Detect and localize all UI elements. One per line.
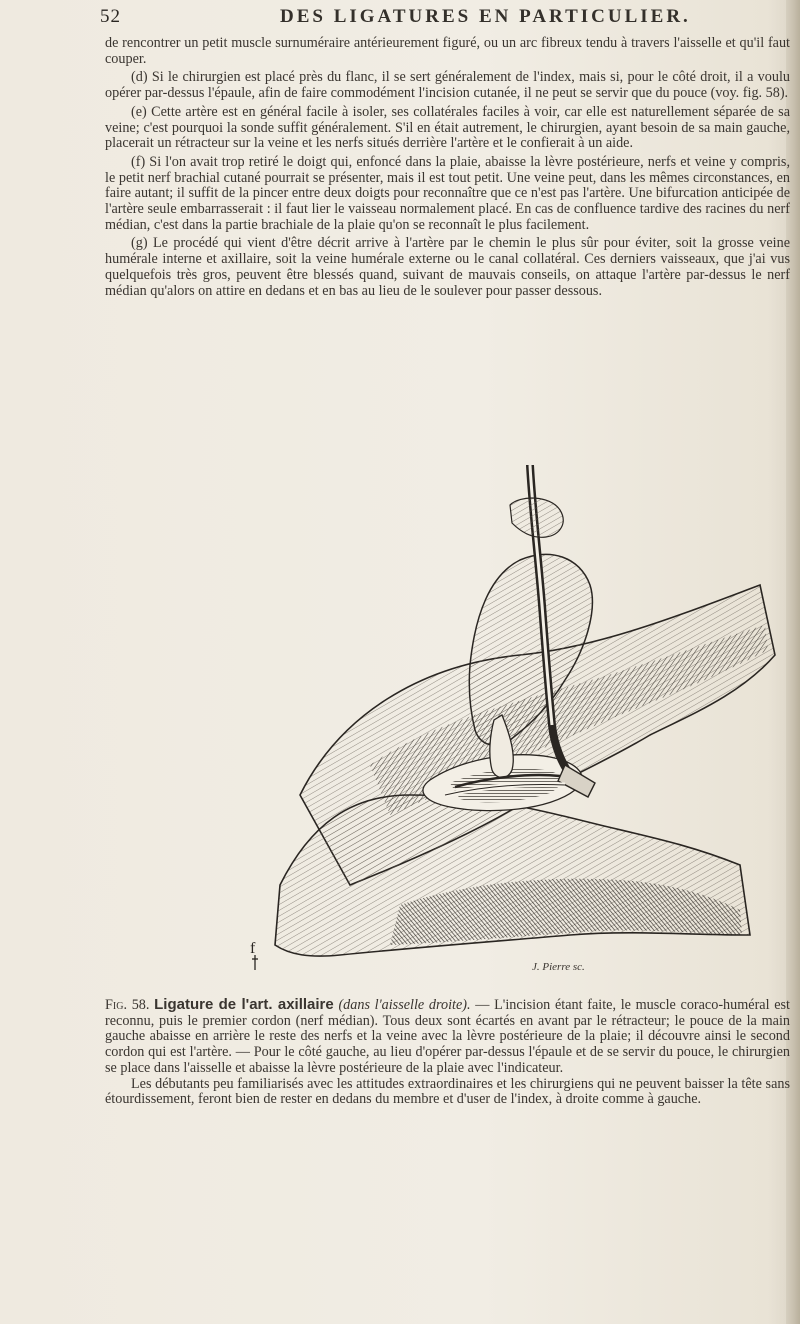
- assistant-fingers: [510, 498, 563, 537]
- figure-subtitle: (dans l'aisselle droite).: [338, 997, 471, 1013]
- caption-note: Les débutants peu familiarisés avec les attitudes extraordinaires et les chirurgiens qui ne peuvent baisser la tête sans étourdissement, feront bien de rester en dedans du membre et d'user de l'index, à droite comme à gauche.: [105, 1075, 790, 1108]
- page-header: [100, 4, 780, 34]
- engraver-signature: J. Pierre sc.: [532, 961, 585, 973]
- figure-caption: [105, 997, 790, 1108]
- body-text: [105, 36, 790, 302]
- paragraph-f: (f) Si l'on avait trop retiré le doigt qui, enfoncé dans la plaie, abaisse la lèvre postérieure, nerfs et veine y compris, le petit nerf brachial cutané pourrait se présenter, mais il est tout petit. Une veine peut, dans les mêmes circonstances, en faire autant; il suffit de la pincer entre deux doigts pour reconnaître que ce n'est pas l'artère. Une bifurcation anticipée de l'artère seule embarrasserait : il faut lier le vaisseau normalement placé. En cas de confluence tardive des racines du nerf médian, c'est dans la partie brachiale de la plaie qu'on se reconnaît le plus facilement.: [105, 153, 790, 233]
- figure-title: Ligature de l'art. axillaire: [154, 996, 334, 1013]
- paragraph-g: (g) Le procédé qui vient d'être décrit arrive à l'artère par le chemin le plus sûr pour éviter, soit la grosse veine humérale interne et axillaire, soit la veine humérale externe ou le canal collatéral. Ces derniers vaisseaux, que j'ai vus quelquefois très gros, peuvent être blessés quand, suivant de mauvais conseils, on attaque l'artère par-dessus le nerf médian qu'alors on attire en dedans et en bas au lieu de le soulever pour passer dessous.: [105, 235, 790, 299]
- engraving-illustration: [220, 465, 780, 975]
- paragraph-e: (e) Cette artère est en général facile à isoler, ses collatérales faciles à voir, car elle est naturellement séparée de sa veine; c'est pourquoi la sonde suffit généralement. S'il en était autrement, le chirurgien, ayant besoin de sa main gauche, placerait un rétracteur sur la veine et les nerfs situés derrière l'artère et le confierait à un aide.: [105, 103, 790, 152]
- caption-main: [105, 997, 790, 1077]
- figure-mark: f: [250, 940, 256, 957]
- paragraph-d: (d) Si le chirurgien est placé près du flanc, il se sert généralement de l'index, mais si, pour le côté droit, il a voulu opérer par-dessus l'épaule, afin de faire commodément l'incision cutanée, il ne peut se servir que du pouce (voy. fig. 58).: [105, 69, 790, 102]
- caption-text: — L'incision étant faite, le muscle coraco-huméral est reconnu, puis le premier cordon (nerf médian). Tous deux sont écartés en avant par le rétracteur; le pouce de la main gauche abaisse en arrière le reste des nerfs et la veine avec la lèvre postérieure de la plaie; il découvre ainsi le second cordon qui est l'artère. — Pour le côté gauche, au lieu d'opérer par-dessus l'épaule et de se servir du pouce, le chirurgien se place dans l'aisselle et abaisse la lèvre postérieure de la plaie avec l'indicateur.: [105, 997, 790, 1076]
- page-number: 52: [100, 6, 121, 27]
- mark-arrow: [252, 955, 258, 970]
- running-head: DES LIGATURES EN PARTICULIER.: [280, 6, 691, 27]
- paragraph-continued: de rencontrer un petit muscle surnuméraire antérieurement figuré, ou un arc fibreux tendu à travers l'aisselle et qu'il faut couper.: [105, 35, 790, 67]
- figure-engraving: [220, 465, 780, 975]
- figure-label: Fig. 58.: [105, 997, 150, 1013]
